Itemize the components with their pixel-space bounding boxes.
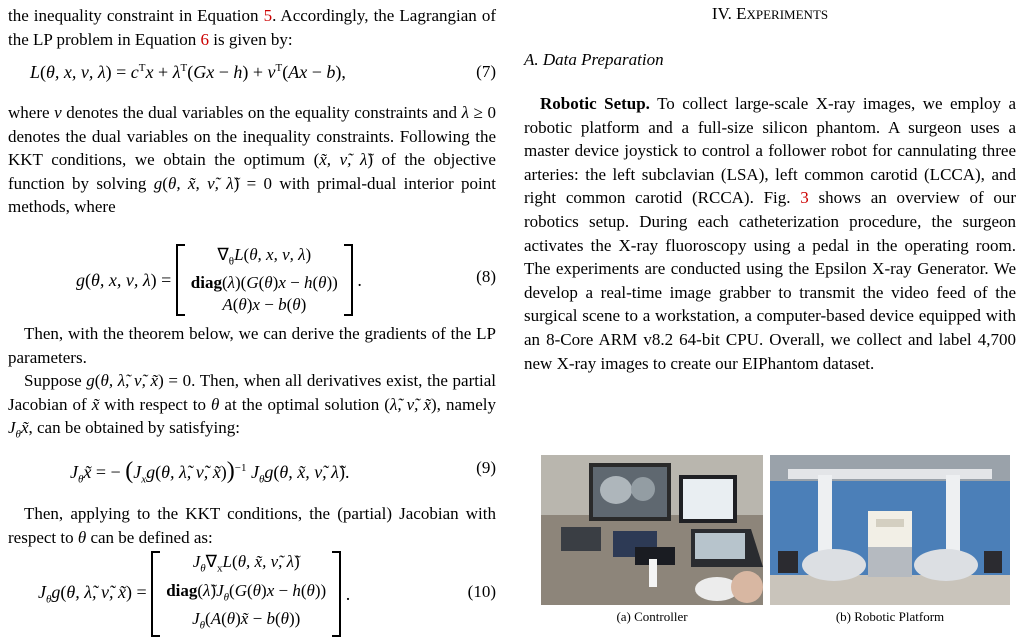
equation-9-body: $J_\theta x̃$ = − ($J_xg(\theta$, λ̃, ν̃, x̃))$^{-1}$ $J_\theta g(\theta$, x̃, ν̃, λ̃). — [70, 458, 350, 486]
equation-8-number: (8) — [476, 267, 496, 286]
figure-controller-photo — [541, 455, 763, 605]
equation-9-number: (9) — [476, 458, 496, 477]
equation-7-number: (7) — [476, 62, 496, 81]
equation-8: g(θ, x, ν, λ) = $\nabla_\theta L(\theta$, x, ν, λ) diag(λ)(G(θ)x − h(θ)) A(θ)x − b(θ) . (8) — [76, 244, 496, 315]
equation-10-lhs: $J_\theta g(\theta$, λ̃, ν̃, x̃) = — [38, 582, 152, 606]
paragraph-lead: Robotic Setup. — [540, 94, 650, 113]
equation-10: $J_\theta g(\theta$, λ̃, ν̃, x̃) = $J_\theta\nabla_xL(\theta$, x̃, ν̃, λ̃) $diag(\lambdã)J_\theta(G(\theta)x - h(\theta))$ $J_\theta(A(\theta)x̃ - b(\theta))$ . (10) — [8, 556, 496, 632]
equation-9 — [8, 458, 496, 486]
equation-8-row-2: diag(λ)(G(θ)x − h(θ)) — [190, 273, 338, 293]
section-title: IV. EXPERIMENTS — [711, 4, 829, 23]
equation-8-row-1: $\nabla_\theta L(\theta$, x, ν, λ) — [217, 244, 312, 268]
equation-10-matrix — [151, 551, 341, 636]
equation-8-lhs: g(θ, x, ν, λ) = — [76, 269, 176, 290]
equation-8-row-3: A(θ)x − b(θ) — [222, 295, 307, 315]
paragraph-robotic-setup: Robotic Setup. To collect large-scale X-ray images, we employ a robotic platform and a full-size silicon phantom. A surgeon uses a master device joystick to control a follower robot for cannulating three arteries: the left subclavian (LSA), left common carotid (LCCA), and right common carotid (RCCA). Fig. 3 shows an overview of our robotics setup. During each catheterization procedure, the surgeon activates the X-ray fluoroscopy using a pedal in the operating room. The experiments are conducted using the Epsilon X-ray Generator. We develop a real-time image grabber to transmit the video feed of the surgical scene to a workstation, a computer-based device equipped with an 8-Core ARM v8.2 64-bit CPU. Overall, we collect and label 4,700 new X-ray images to create our EIPhantom dataset. — [524, 94, 1016, 373]
figure-caption-a: (a) Controller — [616, 609, 688, 624]
equation-10-row-3: $J_\theta(A(\theta)x̃ - b(\theta))$ — [192, 609, 301, 632]
figure-robotic-platform-photo — [770, 455, 1010, 605]
paragraph-dual-variables: where ν denotes the dual variables on the equality constraints and λ ≥ 0 denotes the dual variables on the inequality constraints. Following the KKT conditions, we obtain the optimum (x̃, ν̃, λ̃) of the objective function by solving g(θ, x̃, ν̃, λ̃) = 0 with primal-dual interior point methods, where — [8, 103, 496, 217]
equation-10-row-1: $J_\theta\nabla_xL(\theta$, x̃, ν̃, λ̃) — [192, 552, 300, 575]
figure-caption-b: (b) Robotic Platform — [835, 609, 945, 624]
paragraph-theorem-intro: Then, with the theorem below, we can derive the gradients of the LP parameters. — [8, 324, 496, 367]
equation-ref-5[interactable]: 5 — [263, 6, 273, 25]
subsection-title: A. Data Preparation — [524, 50, 664, 69]
equation-ref-6[interactable]: 6 — [200, 29, 209, 49]
paragraph-kkt-jacobian: Then, applying to the KKT conditions, the (partial) Jacobian with respect to θ can be defined as: — [8, 504, 496, 547]
equation-7 — [8, 62, 496, 88]
paragraph-jacobian: Suppose g(θ, λ̃, ν̃, x̃) = 0. Then, when all derivatives exist, the partial Jacobian of x̃ with respect to θ at the optimal solution (λ̃, ν̃, x̃), namely $J_\theta x̃$, can be obtained by satisfying: — [8, 371, 496, 441]
paragraph-lagrangian-intro: the inequality constraint in Equation 5. Accordingly, the Lagrangian of the LP problem in Equation 6 is given by: — [8, 6, 496, 49]
equation-10-row-2: $diag(\lambdã)J_\theta(G(\theta)x - h(\theta))$ — [166, 580, 327, 604]
equation-10-number: (10) — [467, 582, 496, 601]
equation-8-matrix — [176, 244, 353, 316]
figure-ref-3[interactable]: 3 — [800, 188, 809, 208]
equation-7-body: L(θ, x, ν, $\lambda) = c^Tx + \lambda^T(Gx - h) + \nu^T(Ax - b)$, — [30, 62, 346, 82]
